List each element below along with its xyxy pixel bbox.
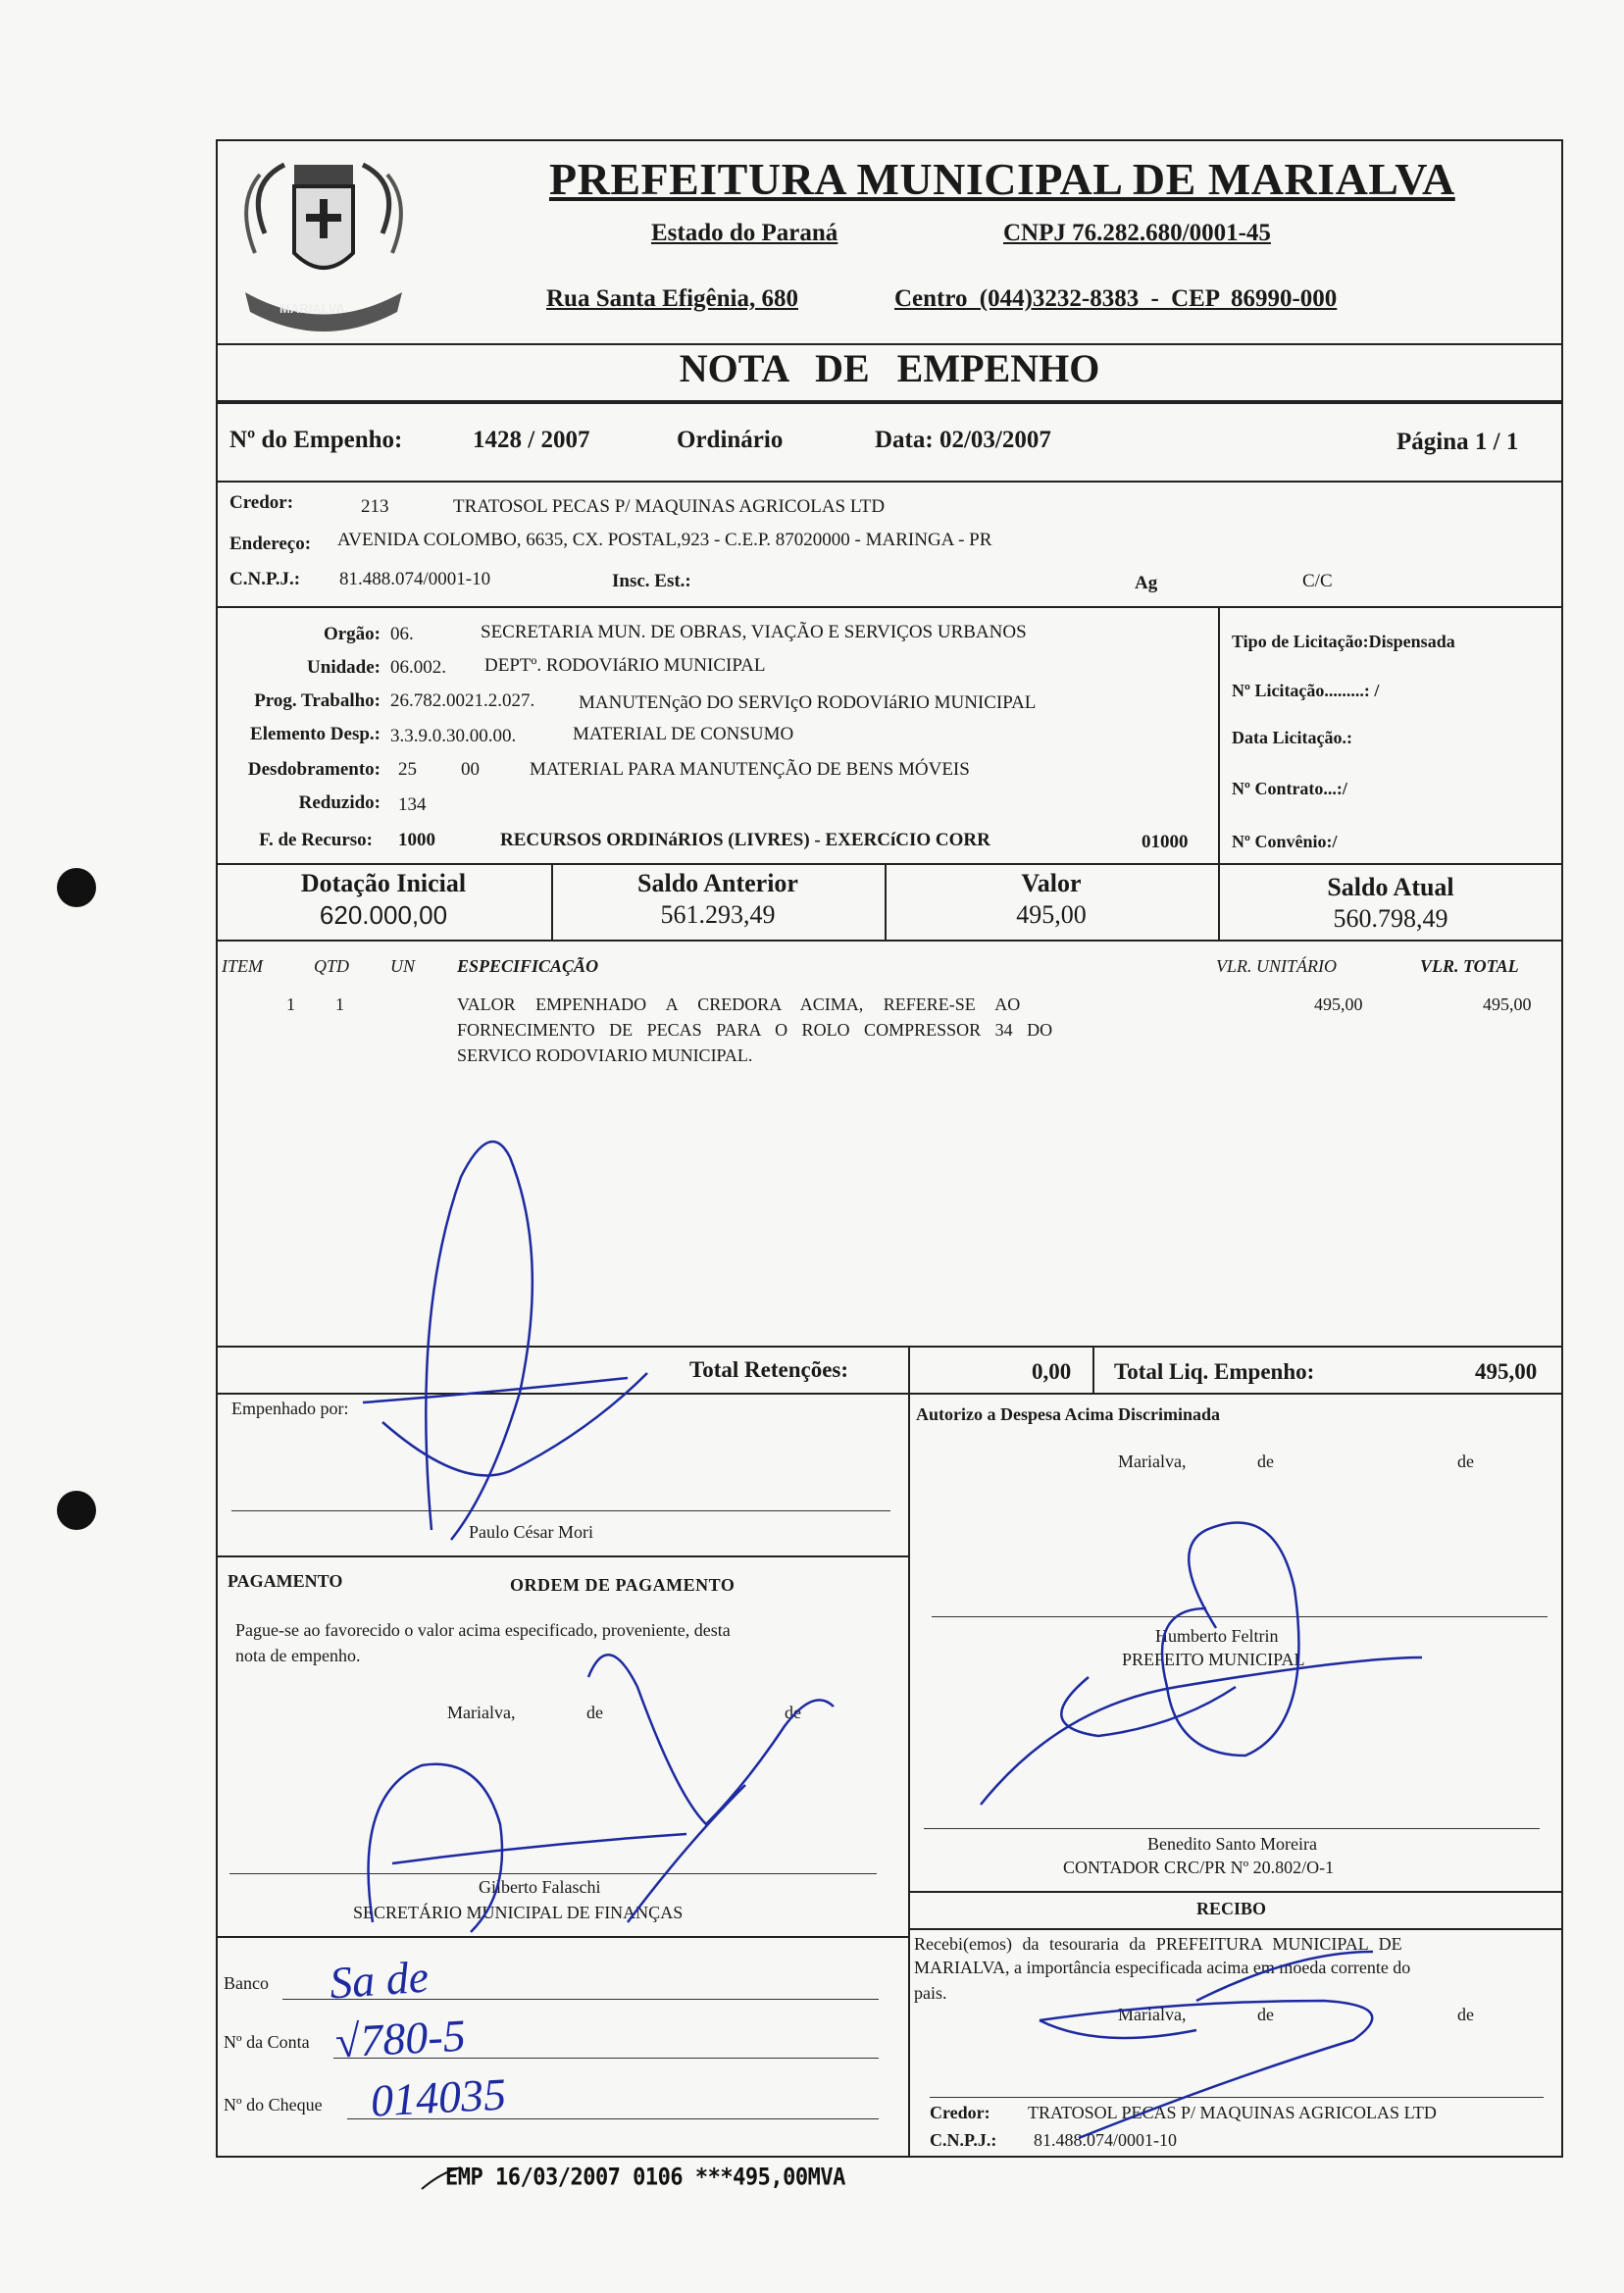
saldo-atual-label: Saldo Atual bbox=[1327, 873, 1454, 901]
punch-hole-bottom bbox=[57, 1491, 96, 1530]
autorizo-de-2: de bbox=[1457, 1452, 1474, 1471]
banco-handwritten: Sa de bbox=[328, 1951, 431, 2009]
reduzido-value: 134 bbox=[398, 794, 427, 815]
dotacao-inicial-label: Dotação Inicial bbox=[300, 869, 467, 897]
col-header-qtd: QTD bbox=[314, 956, 350, 976]
pagamento-city: Marialva, bbox=[447, 1703, 516, 1722]
valor-label: Valor bbox=[1021, 869, 1082, 897]
cheque-handwritten: 014035 bbox=[369, 2068, 508, 2126]
cheque-label: Nº do Cheque bbox=[224, 2095, 323, 2115]
pagamento-text-line-2: nota de empenho. bbox=[235, 1646, 361, 1665]
prog-trabalho-code: 26.782.0021.2.027. bbox=[390, 690, 535, 711]
pagamento-de-1: de bbox=[586, 1703, 603, 1722]
pagamento-label: PAGAMENTO bbox=[228, 1571, 343, 1591]
unidade-label: Unidade: bbox=[307, 657, 381, 678]
endereco-value: AVENIDA COLOMBO, 6635, CX. POSTAL,923 - C.E.P. 87020000 - MARINGA - PR bbox=[337, 530, 992, 550]
header-district-phone: Centro (044)3232-8383 - CEP 86990-000 bbox=[894, 285, 1338, 312]
empenho-number-label: Nº do Empenho: bbox=[229, 427, 403, 453]
prog-trabalho-desc: MANUTENçãO DO SERVIçO RODOVIáRIO MUNICIPAL bbox=[579, 692, 1037, 713]
fonte-recurso-desc: RECURSOS ORDINáRIOS (LIVRES) - EXERCíCIO CORR bbox=[500, 830, 990, 850]
desdobramento-code: 25 bbox=[398, 759, 417, 780]
contador-name: Benedito Santo Moreira bbox=[1147, 1834, 1317, 1854]
secretario-title: SECRETÁRIO MUNICIPAL DE FINANÇAS bbox=[353, 1903, 684, 1922]
recibo-cnpj-value: 81.488.074/0001-10 bbox=[1034, 2130, 1177, 2150]
orgao-desc: SECRETARIA MUN. DE OBRAS, VIAÇÃO E SERVIÇOS URBANOS bbox=[481, 622, 1027, 642]
recibo-text-line-2: MARIALVA, a importância especificada acima em moeda corrente do bbox=[914, 1958, 1411, 1977]
row-vlr-total: 495,00 bbox=[1483, 994, 1532, 1014]
col-header-vlr-unitario: VLR. UNITÁRIO bbox=[1216, 956, 1337, 976]
total-retencoes-value: 0,00 bbox=[1032, 1359, 1072, 1384]
saldo-atual-value: 560.798,49 bbox=[1333, 904, 1448, 933]
crest-banner-text: MARIALVA bbox=[279, 301, 345, 316]
recibo-cnpj-label: C.N.P.J.: bbox=[930, 2130, 997, 2150]
col-header-un: UN bbox=[390, 956, 416, 976]
row-spec-line-3: SERVICO RODOVIARIO MUNICIPAL. bbox=[457, 1045, 753, 1065]
recibo-de-2: de bbox=[1457, 2005, 1474, 2024]
desdobramento-label: Desdobramento: bbox=[247, 759, 381, 780]
recibo-text-line-1: Recebi(emos) da tesouraria da PREFEITURA MUNICIPAL DE bbox=[914, 1934, 1402, 1954]
total-liquido-label: Total Liq. Empenho: bbox=[1114, 1359, 1315, 1384]
col-header-vlr-total: VLR. TOTAL bbox=[1420, 956, 1519, 976]
autorizo-de-1: de bbox=[1257, 1452, 1274, 1471]
row-spec-line-1: VALOR EMPENHADO A CREDORA ACIMA, REFERE-SE AO bbox=[457, 994, 1021, 1014]
header-cnpj: CNPJ 76.282.680/0001-45 bbox=[1003, 220, 1271, 246]
unidade-code: 06.002. bbox=[390, 657, 446, 678]
prog-trabalho-label: Prog. Trabalho: bbox=[254, 690, 381, 711]
recibo-de-1: de bbox=[1257, 2005, 1274, 2024]
row-spec-line-2: FORNECIMENTO DE PECAS PARA O ROLO COMPRESSOR 34 DO bbox=[457, 1020, 1053, 1040]
pagamento-text-line-1: Pague-se ao favorecido o valor acima especificado, proveniente, desta bbox=[235, 1620, 731, 1640]
empenho-type: Ordinário bbox=[677, 427, 784, 453]
dotacao-inicial-value: 620.000,00 bbox=[319, 900, 448, 930]
row-item: 1 bbox=[286, 994, 295, 1014]
data-licitacao: Data Licitação.: bbox=[1232, 728, 1352, 747]
col-header-especificacao: ESPECIFICAÇÃO bbox=[457, 956, 599, 976]
header-state: Estado do Paraná bbox=[651, 220, 838, 246]
secretario-name: Gilberto Falaschi bbox=[479, 1877, 601, 1897]
numero-licitacao: Nº Licitação.........: / bbox=[1232, 681, 1380, 700]
autorizo-label: Autorizo a Despesa Acima Discriminada bbox=[916, 1404, 1220, 1424]
cnpj-label: C.N.P.J.: bbox=[229, 569, 301, 589]
conta-label: Nº da Conta bbox=[224, 2032, 310, 2052]
recibo-city: Marialva, bbox=[1118, 2005, 1187, 2024]
recibo-credor-name: TRATOSOL PECAS P/ MAQUINAS AGRICOLAS LTD bbox=[1028, 2103, 1437, 2122]
pagamento-de-2: de bbox=[785, 1703, 801, 1722]
ordem-pagamento-label: ORDEM DE PAGAMENTO bbox=[510, 1575, 736, 1595]
empenhado-signer-name: Paulo César Mori bbox=[469, 1522, 593, 1542]
empenho-number: 1428 / 2007 bbox=[473, 427, 590, 453]
numero-contrato: Nº Contrato...:/ bbox=[1232, 779, 1347, 798]
conta-handwritten: √780-5 bbox=[333, 2010, 467, 2067]
insc-est-label: Insc. Est.: bbox=[612, 571, 691, 591]
row-vlr-unitario: 495,00 bbox=[1314, 994, 1363, 1014]
recibo-text-line-3: pais. bbox=[914, 1983, 947, 2003]
valor-value: 495,00 bbox=[1016, 900, 1087, 929]
banco-label: Banco bbox=[224, 1973, 269, 1993]
header-address: Rua Santa Efigênia, 680 bbox=[546, 285, 798, 312]
credor-code: 213 bbox=[361, 496, 389, 517]
fonte-recurso-code: 1000 bbox=[398, 830, 435, 850]
prefeito-title: PREFEITO MUNICIPAL bbox=[1122, 1650, 1305, 1669]
unidade-desc: DEPTº. RODOVIáRIO MUNICIPAL bbox=[484, 655, 766, 676]
total-retencoes-label: Total Retenções: bbox=[689, 1357, 849, 1382]
elemento-desp-label: Elemento Desp.: bbox=[250, 724, 381, 744]
saldo-anterior-label: Saldo Anterior bbox=[637, 869, 798, 897]
desdobramento-sub: 00 bbox=[461, 759, 480, 780]
saldo-anterior-value: 561.293,49 bbox=[660, 900, 776, 929]
prefeito-name: Humberto Feltrin bbox=[1155, 1626, 1279, 1646]
cnpj-value: 81.488.074/0001-10 bbox=[339, 569, 491, 589]
payment-stamp: EMP 16/03/2007 0106 ***495,00MVA bbox=[445, 2164, 845, 2192]
numero-convenio: Nº Convênio:/ bbox=[1232, 832, 1338, 851]
desdobramento-desc: MATERIAL PARA MANUTENÇÃO DE BENS MÓVEIS bbox=[530, 759, 970, 780]
reduzido-label: Reduzido: bbox=[298, 792, 381, 813]
total-liquido-value: 495,00 bbox=[1475, 1359, 1538, 1384]
empenho-date: Data: 02/03/2007 bbox=[875, 427, 1051, 453]
row-qtd: 1 bbox=[335, 994, 344, 1014]
elemento-desp-desc: MATERIAL DE CONSUMO bbox=[573, 724, 794, 744]
endereco-label: Endereço: bbox=[229, 534, 312, 554]
tipo-licitacao: Tipo de Licitação:Dispensada bbox=[1232, 632, 1455, 651]
orgao-code: 06. bbox=[390, 624, 414, 644]
document-title: NOTA DE EMPENHO bbox=[679, 346, 1100, 390]
cc-label: C/C bbox=[1302, 571, 1333, 591]
credor-label: Credor: bbox=[229, 492, 294, 513]
elemento-desp-code: 3.3.9.0.30.00.00. bbox=[390, 726, 517, 746]
contador-title: CONTADOR CRC/PR Nº 20.802/O-1 bbox=[1063, 1858, 1335, 1877]
recibo-credor-label: Credor: bbox=[930, 2103, 990, 2122]
fonte-recurso-label: F. de Recurso: bbox=[259, 830, 373, 850]
fonte-recurso-num: 01000 bbox=[1142, 832, 1189, 852]
orgao-label: Orgão: bbox=[323, 624, 381, 644]
page-number: Página 1 / 1 bbox=[1396, 429, 1519, 455]
header-title: PREFEITURA MUNICIPAL DE MARIALVA bbox=[549, 154, 1455, 204]
punch-hole-top bbox=[57, 868, 96, 907]
col-header-item: ITEM bbox=[222, 956, 263, 976]
ag-label: Ag bbox=[1135, 573, 1158, 593]
recibo-label: RECIBO bbox=[1196, 1899, 1267, 1918]
autorizo-city: Marialva, bbox=[1118, 1452, 1187, 1471]
credor-name: TRATOSOL PECAS P/ MAQUINAS AGRICOLAS LTD bbox=[453, 496, 886, 517]
empenhado-label: Empenhado por: bbox=[231, 1399, 349, 1418]
